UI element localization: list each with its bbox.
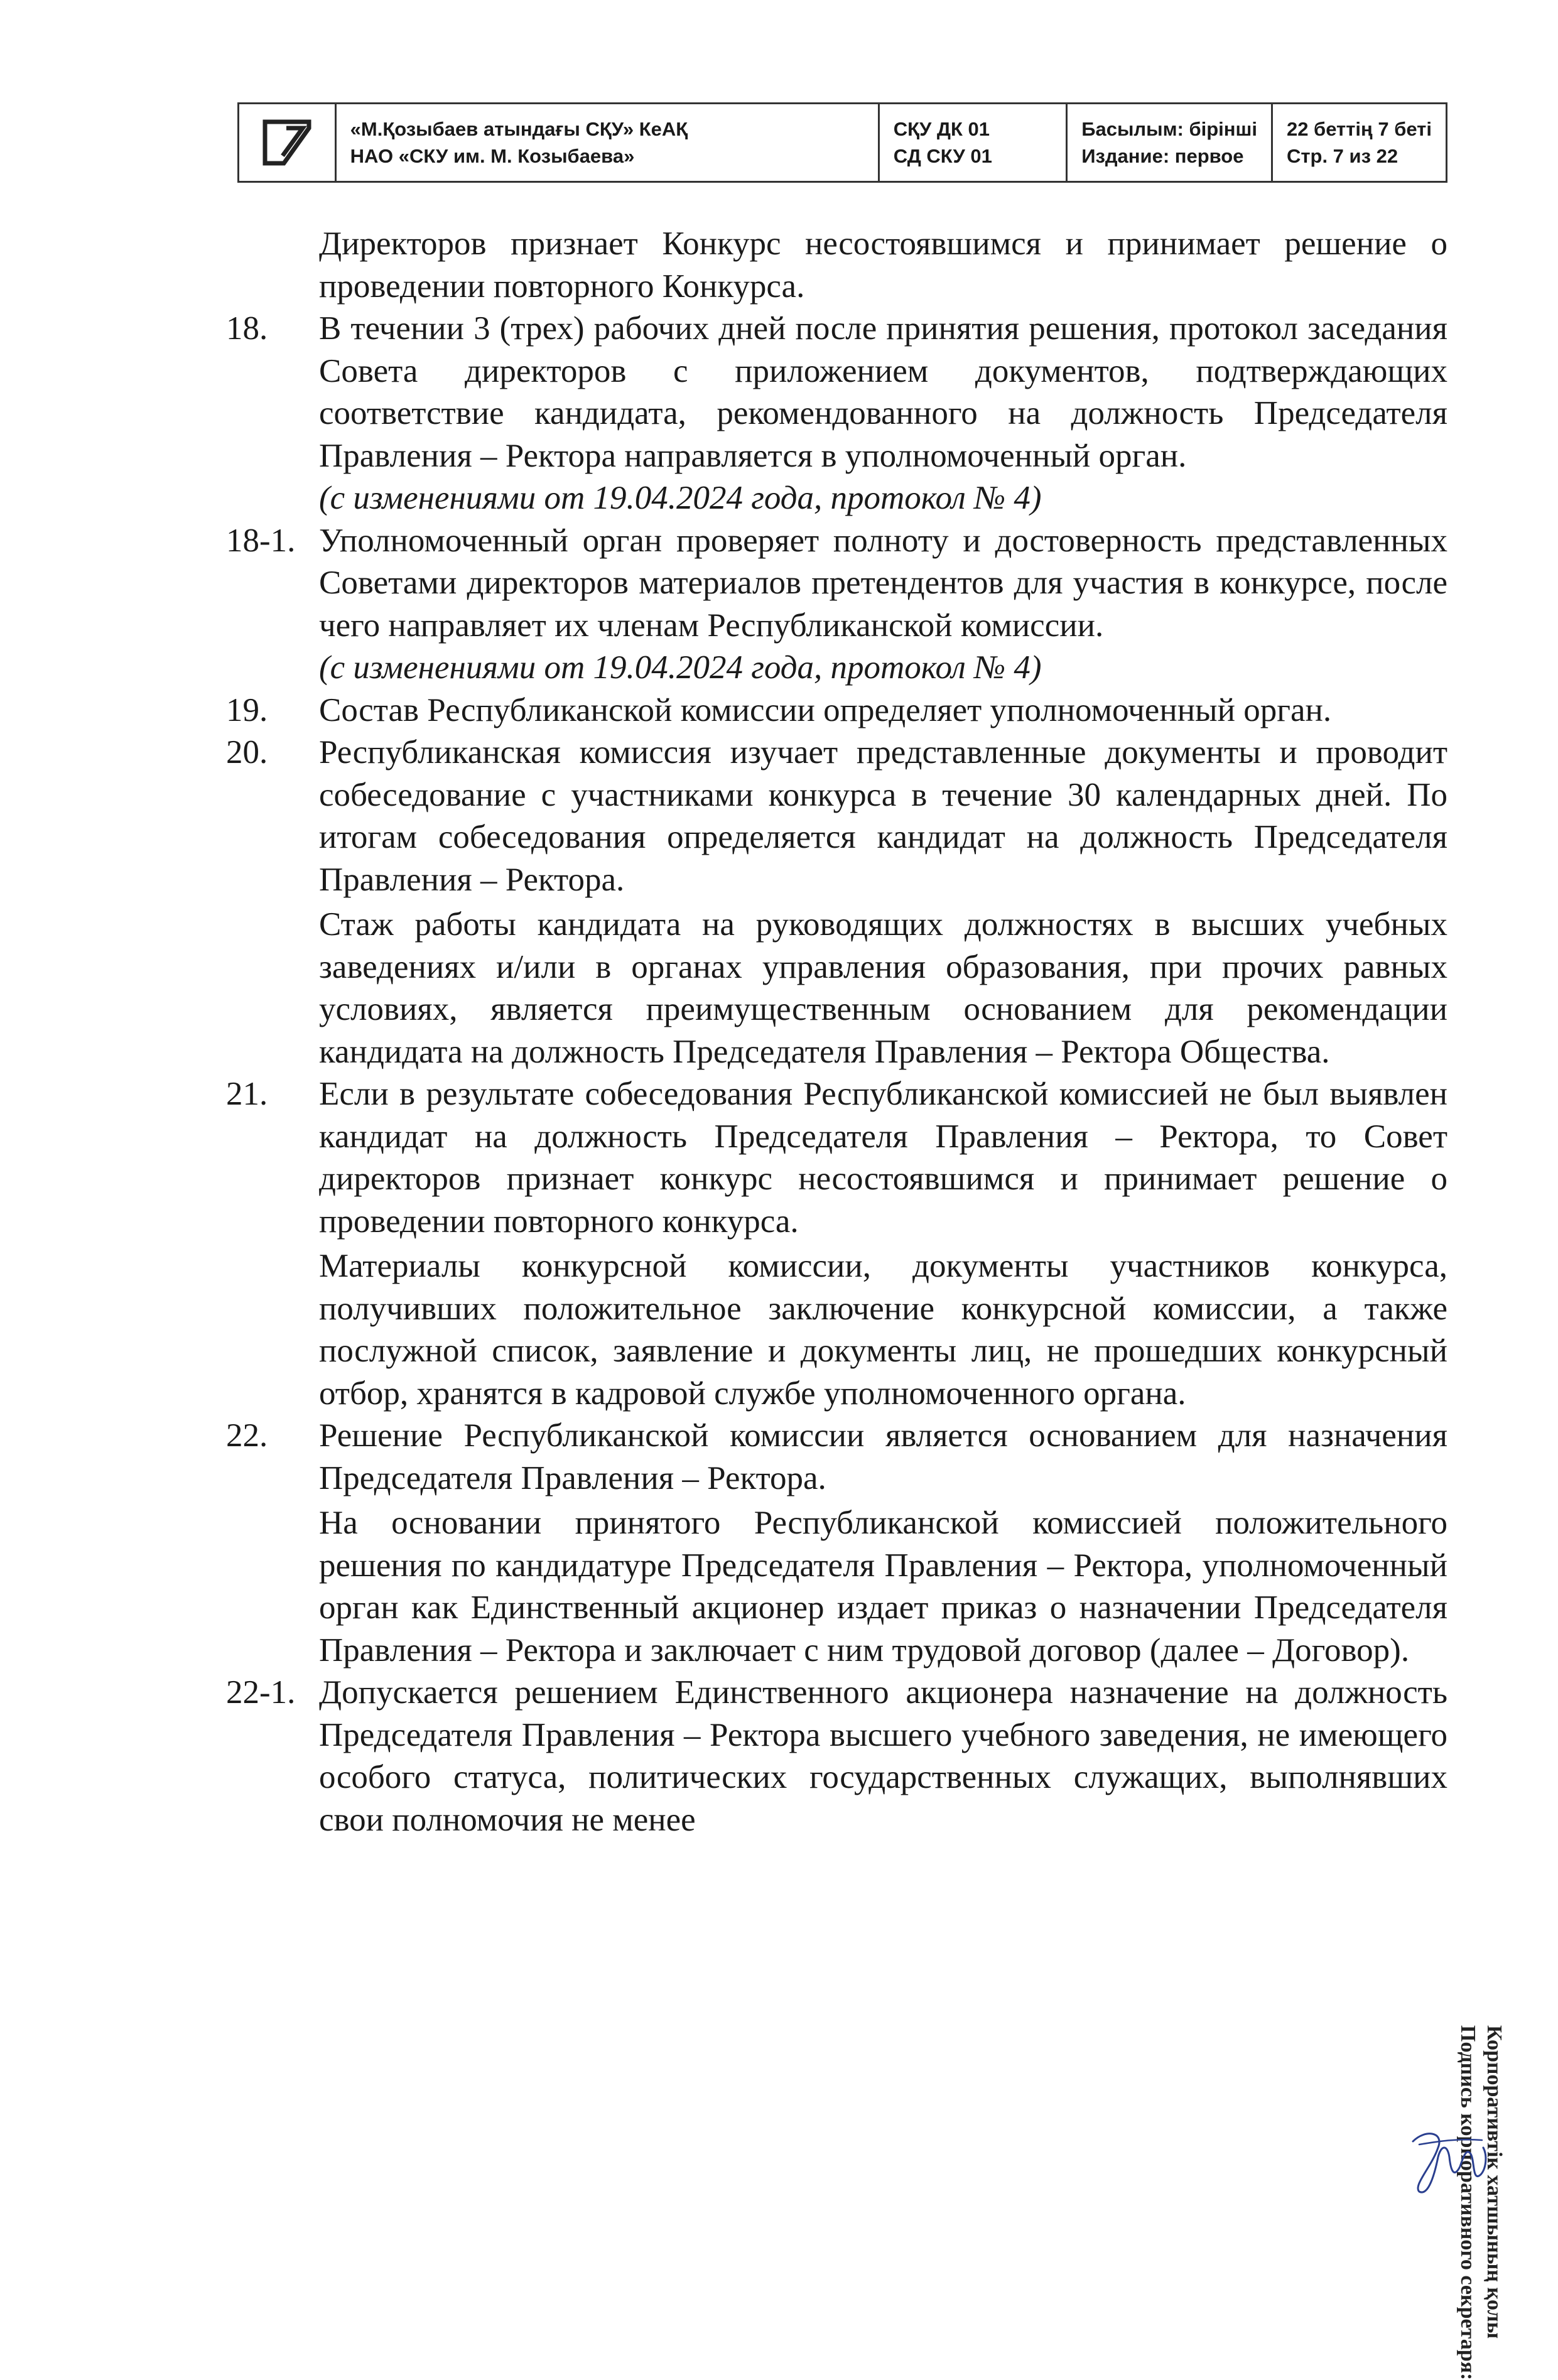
stamp-line-ru: Подпись корпоративного секретаря: [1456,2025,1480,2380]
org-name-kz: «М.Қозыбаев атындағы СҚУ» КеАҚ [350,118,688,140]
org-name-cell [337,104,880,181]
item-text: Решение Республиканской комиссии является основанием для назначения Председателя Правления – Ректора. [319,1417,1447,1496]
item-number: 18. [226,310,268,347]
item-text: Уполномоченный орган проверяет полноту и достоверность представленных Советами директоров материалов претендентов для участия в конкурсе, после чего направляет их членам Республиканской комиссии. [319,522,1447,644]
list-item-22-1 [226,1672,1447,1841]
list-item-18-1 [226,520,1447,690]
edition-cell [1068,104,1273,181]
doc-code-ru: СД СКУ 01 [893,145,992,167]
item-text: Республиканская комиссия изучает представленные документы и проводит собеседование с участниками конкурса в течение 30 календарных дней. По итогам собеседования определяется кандидат на должность Председателя Правления – Ректора. [319,734,1447,898]
item-text: Состав Республиканской комиссии определяет уполномоченный орган. [319,691,1332,728]
amendment-note: (с изменениями от 19.04.2024 года, протокол № 4) [319,649,1042,686]
page-number-cell [1273,104,1446,181]
item-text: Допускается решением Единственного акционера назначение на должность Председателя Правления – Ректора высшего учебного заведения, не имеющего особого статуса, политических государственных служащих, выполнявших свои полномочия не менее [319,1674,1447,1838]
item-number: 19. [226,691,268,728]
page-number-kz: 22 беттің 7 беті [1286,118,1432,140]
handwritten-signature-icon [1400,2123,1495,2198]
list-item-22 [226,1415,1447,1672]
edition-kz: Басылым: бірінші [1081,118,1257,140]
list-item-20 [226,732,1447,1073]
document-header [237,102,1447,183]
item-number: 22. [226,1417,268,1454]
item-text-continued: Стаж работы кандидата на руководящих должностях в высших учебных заведениях и/или в органах управления образования, при прочих равных условиях, является преимущественным основанием для рекомендации кандидата на должность Председателя Правления – Ректора Общества. [319,906,1447,1070]
logo-cell [239,104,337,181]
item-number: 22-1. [226,1674,296,1711]
item-number: 20. [226,734,268,771]
item-text-continued: Материалы конкурсной комиссии, документы участников конкурса, получивших положительное заключение конкурсной комиссии, а также послужной список, заявление и документы лиц, не прошедших конкурсный отбор, хранятся в кадровой службе уполномоченного органа. [319,1248,1447,1412]
edition-ru: Издание: первое [1081,145,1244,167]
item-text: В течении 3 (трех) рабочих дней после принятия решения, протокол заседания Совета директоров с приложением документов, подтверждающих соответствие кандидата, рекомендованного на должность Председателя Правления – Ректора направляется в уполномоченный орган. [319,310,1447,474]
item-number: 18-1. [226,522,296,559]
amendment-note: (с изменениями от 19.04.2024 года, протокол № 4) [319,480,1042,516]
list-item-19 [226,690,1447,732]
document-body [226,223,1447,1841]
page-number-ru: Стр. 7 из 22 [1286,145,1398,167]
item-number: 21. [226,1076,268,1112]
list-item-21 [226,1073,1447,1415]
corporate-secretary-stamp [1454,2025,1507,2380]
doc-code-cell [880,104,1068,181]
doc-code-kz: СҚУ ДК 01 [893,118,990,140]
item-text: Если в результате собеседования Республиканской комиссией не был выявлен кандидат на должность Председателя Правления – Ректора, то Совет директоров признает конкурс несостоявшимся и принимает решение о проведении повторного конкурса. [319,1076,1447,1240]
university-logo-icon [259,114,315,171]
intro-paragraph: Директоров признает Конкурс несостоявшимся и принимает решение о проведении повторного Конкурса. [319,225,1447,305]
stamp-line-kz: Корпоративтік хатшының қолы [1483,2025,1506,2339]
list-item-18 [226,308,1447,520]
item-text-continued: На основании принятого Республиканской комиссией положительного решения по кандидатуре Председателя Правления – Ректора, уполномоченный орган как Единственный акционер издает приказ о назначении Председателя Правления – Ректора и заключает с ним трудовой договор (далее – Договор). [319,1505,1447,1669]
org-name-ru: НАО «СКУ им. М. Козыбаева» [350,145,635,167]
